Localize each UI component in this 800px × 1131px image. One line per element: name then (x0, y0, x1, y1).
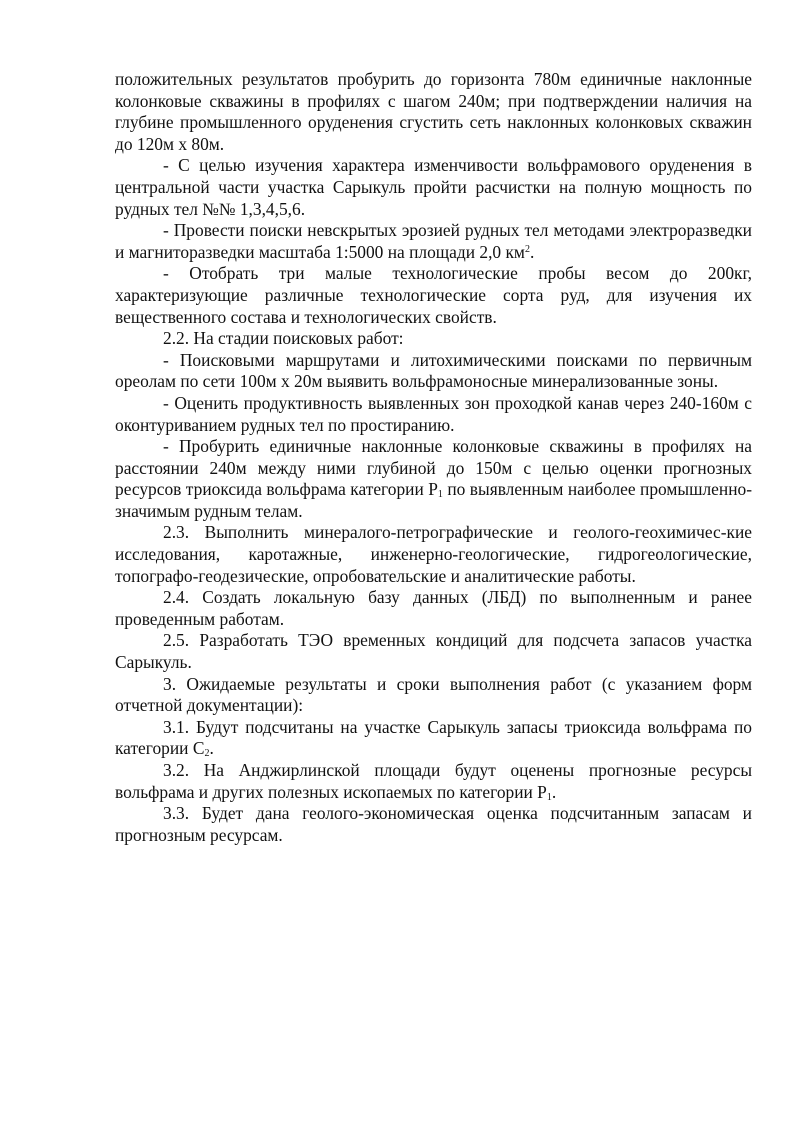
paragraph-geophysics-end: . (529, 241, 535, 262)
superscript-square: 2 (524, 243, 530, 255)
paragraph-single-wells (115, 436, 752, 522)
paragraph-geophysics-search (115, 220, 752, 263)
paragraph-drilling-continuation: положительных результатов пробурить до горизонта 780м единичные наклонные колонковые скважины в профилях с шагом 240м; при подтверждении наличия на глубине промышленного оруденения сгустить сеть наклонных колонковых скважин до 120м х 80м. (115, 69, 752, 154)
section-3-1 (115, 717, 752, 760)
section-3-2-text: 3.2. На Анджирлинской площади будут оценены прогнозные ресурсы вольфрама и других полезных ископаемых по категории Р (115, 760, 752, 802)
paragraph-single-wells-text: - Пробурить единичные наклонные колонковые скважины в профилях на расстоянии 240м между ними глубиной до 150м с целью оценки прогнозных ресурсов триоксида вольфрама категории Р (115, 436, 752, 500)
section-3-3: 3.3. Будет дана геолого-экономическая оценка подсчитанным запасам и прогнозным ресурсам. (115, 803, 752, 845)
paragraph-technological-samples: - Отобрать три малые технологические пробы весом до 200кг, характеризующие различные технологические сорта руд, для изучения их вещественного состава и технологических свойств. (115, 263, 752, 327)
subscript-category-p1: 1 (546, 791, 552, 803)
paragraph-geophysics-text: - Провести поиски невскрытых эрозией рудных тел методами электроразведки и магниторазведки масштаба 1:5000 на площади 2,0 км (115, 220, 752, 262)
section-2-4: 2.4. Создать локальную базу данных (ЛБД) по выполненным и ранее проведенным работам. (115, 587, 752, 629)
subscript-category-p1: 1 (437, 489, 443, 501)
section-3-heading: 3. Ожидаемые результаты и сроки выполнения работ (с указанием форм отчетной документации): (115, 673, 752, 716)
subscript-category-c2: 2 (204, 748, 210, 760)
paragraph-trenching: - Оценить продуктивность выявленных зон проходкой канав через 240-160м с оконтуриванием рудных тел по простиранию. (115, 392, 752, 435)
section-2-3: 2.3. Выполнить минералого-петрографические и геолого-геохимичес-кие исследования, каротажные, инженерно-геологические, гидрогеологические, топографо-геодезические, опробовательские и аналитические работы. (115, 522, 752, 586)
section-2-5: 2.5. Разработать ТЭО временных кондиций для подсчета запасов участка Сарыкуль. (115, 630, 752, 673)
paragraph-clearing-works: - С целью изучения характера изменчивости вольфрамового оруденения в центральной части участка Сарыкуль пройти расчистки на полную мощность по рудных тел №№ 1,3,4,5,6. (115, 155, 752, 219)
paragraph-search-routes: - Поисковыми маршрутами и литохимическими поисками по первичным ореолам по сети 100м х 20м выявить вольфрамоносные минерализованные зоны. (115, 349, 752, 392)
section-heading-2-2: 2.2. На стадии поисковых работ: (163, 328, 404, 349)
section-3-2-end: . (551, 781, 557, 802)
section-3-2 (115, 760, 752, 803)
document-page (115, 69, 752, 846)
section-3-1-end: . (209, 738, 214, 759)
paragraph-single-wells-end: по выявленным наиболее промышленно-значимым рудным телам. (115, 479, 752, 521)
section-3-1-text: 3.1. Будут подсчитаны на участке Сарыкуль запасы триоксида вольфрама по категории С (115, 716, 752, 759)
